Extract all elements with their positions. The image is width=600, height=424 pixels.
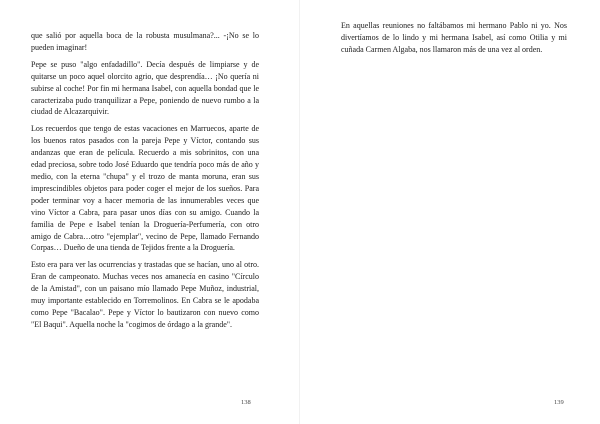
left-page-body [31, 30, 259, 336]
paragraph: En aquellas reuniones no faltábamos mi hermano Pablo ni yo. Nos divertíamos de lo lindo y mi hermana Isabel, así como Otilia y mi cuñada Carmen Algaba, nos llamaron más de una vez al orden. [341, 21, 567, 54]
paragraph: Esto era para ver las ocurrencias y trastadas que se hacían, uno al otro. Eran de campeonato. Muchas veces nos amanecía en casino "Círculo de la Amistad", con un paisano mío llamado Pepe Muñoz, industrial, muy importante establecido en Torremolinos. En Cabra se le apodaba como Pepe "Bacalao". Pepe y Víctor lo bautizaron con nuevo como "El Baqui". Aquella noche la "cogimos de órdago a la grande". [31, 260, 259, 329]
page-number: 139 [554, 399, 564, 406]
paragraph: Los recuerdos que tengo de estas vacaciones en Marruecos, aparte de los buenos ratos pasados con la pareja Pepe y Víctor, contando sus andanzas que eran de película. Recuerdo a mis sobrinitos, con una edad preciosa, sobre todo José Eduardo que tendría poco más de año y medio, con la eterna "chupa" y el trozo de manta moruna, eran sus imprescindibles objetos para poder coger el mejor de los sueños. Para poder terminar voy a hacer memoria de las innumerables veces que vino Víctor a Cabra, para pasar unos días con su amigo. Cuando la familia de Pepe e Isabel tenían la Droguería-Perfumería, con otro amigo de Cabra…otro "ejemplar", vecino de Pepe, llamado Fernando Corpas… Dueño de una tienda de Tejidos frente a la Droguería. [31, 124, 259, 253]
paragraph: que salió por aquella boca de la robusta musulmana?... -¡No se lo pueden imaginar! [31, 31, 259, 52]
right-page-body [341, 20, 567, 61]
page-number: 138 [241, 399, 251, 406]
right-page [300, 0, 600, 424]
paragraph: Pepe se puso "algo enfadadillo". Decía después de limpiarse y de quitarse un poco aquel olorcito agrio, que desprendía… ¡No quería ni subirse al coche! Por fin mi hermana Isabel, con aquella bondad que le caracterizaba pudo tranquilizar a Pepe, poniendo de nuevo rumbo a la ciudad de Alcazarquivir. [31, 59, 259, 117]
